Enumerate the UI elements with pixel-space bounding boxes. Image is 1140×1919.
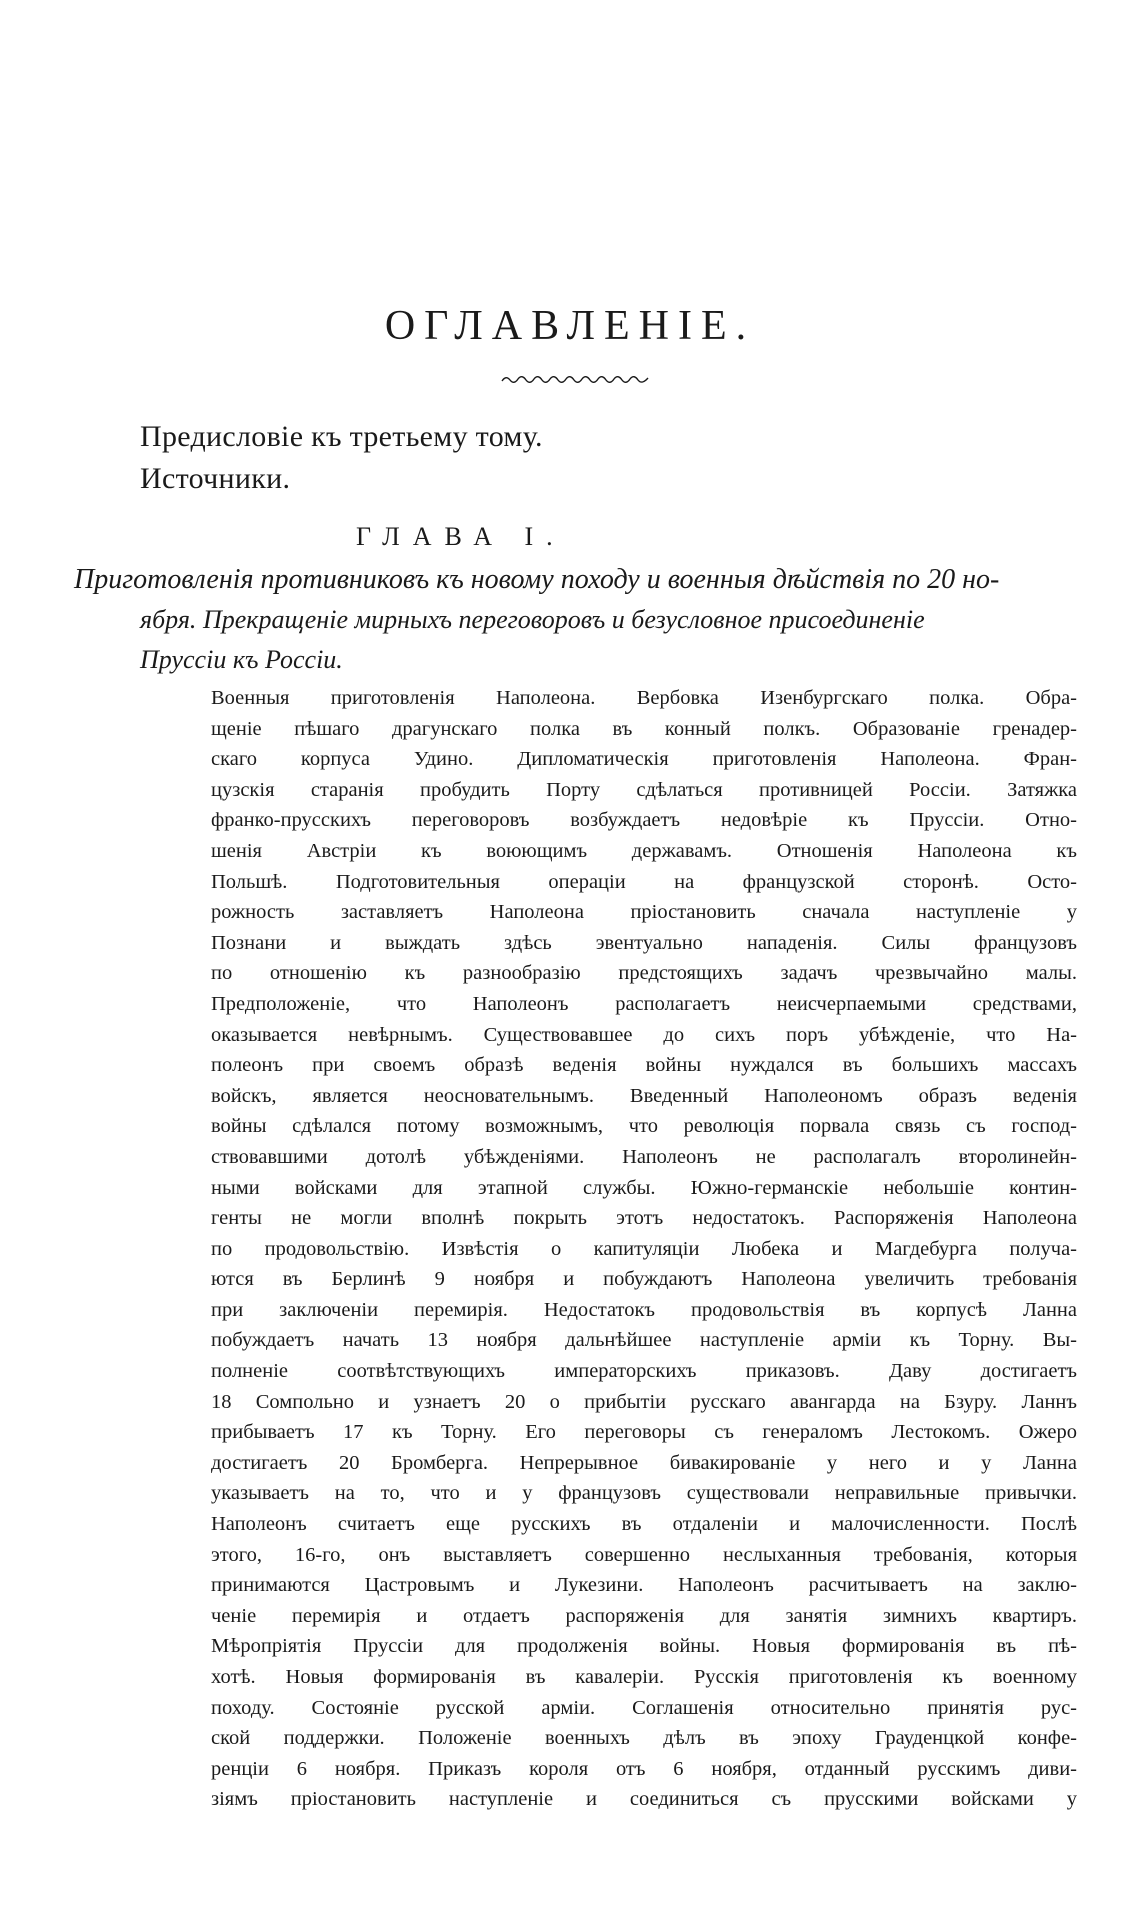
toc-entry-preface: Предисловіе къ третьему тому. <box>140 420 543 453</box>
summary-line: Военныя приготовленія Наполеона. Вербовка Изенбургскаго полка. Обра- <box>211 687 1077 709</box>
summary-line: войскъ, является неосновательнымъ. Введенный Наполеономъ образъ веденія <box>211 1084 1077 1107</box>
summary-line: войны сдѣлался потому возможнымъ, что революція порвала связь съ господ- <box>211 1115 1077 1138</box>
summary-line: франко-прусскихъ переговоровъ возбуждаетъ недовѣріе къ Пруссіи. Отно- <box>211 809 1077 832</box>
summary-line: по отношенію къ разнообразію предстоящихъ задачъ чрезвычайно малы. <box>211 962 1077 985</box>
summary-line: побуждаетъ начать 13 ноября дальнѣйшее наступленіе арміи къ Торну. Вы- <box>211 1329 1077 1352</box>
chapter-title-line: ября. Прекращеніе мирныхъ переговоровъ и безусловное присоединеніе <box>140 605 925 634</box>
chapter-title-line: Приготовленія противниковъ къ новому походу и военныя дѣйствія по 20 но- <box>74 564 1000 595</box>
summary-line: оказывается невѣрнымъ. Существовавшее до сихъ поръ убѣжденіе, что На- <box>211 1023 1077 1046</box>
summary-line: ской поддержки. Положеніе военныхъ дѣлъ въ эпоху Грауденцкой конфе- <box>211 1727 1077 1750</box>
summary-line: указываетъ на то, что и у французовъ существовали неправильные привычки. <box>211 1482 1077 1505</box>
chapter-label: ГЛАВА I. <box>356 522 566 551</box>
summary-line: ствовавшими дотолѣ убѣжденіями. Наполеонъ не располагалъ второлинейн- <box>211 1145 1077 1168</box>
summary-line: ными войсками для этапной службы. Южно-германскіе небольшіе контин- <box>211 1176 1077 1199</box>
summary-line: генты не могли вполнѣ покрыть этотъ недостатокъ. Распоряженія Наполеона <box>211 1207 1077 1230</box>
chapter-summary <box>211 683 1077 1815</box>
summary-line: ренціи 6 ноября. Приказъ короля отъ 6 ноября, отданный русскимъ диви- <box>211 1757 1077 1780</box>
summary-line: щеніе пѣшаго драгунскаго полка въ конный полкъ. Образованіе гренадер- <box>211 717 1077 740</box>
title-flourish-ornament <box>500 372 650 386</box>
summary-line: Мѣропріятія Пруссіи для продолженія войны. Новыя формированія въ пѣ- <box>211 1635 1077 1658</box>
flourish-wave <box>502 377 648 383</box>
chapter-title <box>74 560 1074 680</box>
summary-line: ются въ Берлинѣ 9 ноября и побуждаютъ Наполеона увеличить требованія <box>211 1268 1077 1291</box>
summary-line: по продовольствію. Извѣстія о капитуляціи Любека и Магдебурга получа- <box>211 1237 1077 1260</box>
summary-line: Познани и выждать здѣсь эвентуально нападенія. Силы французовъ <box>211 931 1077 954</box>
summary-line: рожность заставляетъ Наполеона пріостановить сначала наступленіе у <box>211 901 1077 924</box>
summary-line: зіямъ пріостановить наступленіе и соединиться съ прусскими войсками у <box>211 1788 1077 1811</box>
summary-line: при заключеніи перемирія. Недостатокъ продовольствія въ корпусѣ Ланна <box>211 1298 1077 1321</box>
summary-line: полненіе соотвѣтствующихъ императорскихъ приказовъ. Даву достигаетъ <box>211 1360 1077 1383</box>
summary-line: прибываетъ 17 къ Торну. Его переговоры съ генераломъ Лестокомъ. Ожеро <box>211 1421 1077 1444</box>
summary-line: Наполеонъ считаетъ еще русскихъ въ отдаленіи и малочисленности. Послѣ <box>211 1513 1077 1536</box>
summary-line: 18 Сомпольно и узнаетъ 20 о прибытіи русскаго авангарда на Бзуру. Ланнъ <box>211 1390 1077 1413</box>
summary-line: ченіе перемирія и отдаетъ распоряженія для занятія зимнихъ квартиръ. <box>211 1604 1077 1627</box>
summary-line: принимаются Цастровымъ и Лукезини. Наполеонъ расчитываетъ на заклю- <box>211 1574 1077 1597</box>
summary-line: походу. Состояніе русской арміи. Соглашенія относительно принятія рус- <box>211 1696 1077 1719</box>
chapter-title-line: Пруссіи къ Россіи. <box>140 645 343 674</box>
page-title: ОГЛАВЛЕНІЕ. <box>384 303 756 349</box>
summary-line: полеонъ при своемъ образѣ веденія войны нуждался въ большихъ массахъ <box>211 1054 1077 1077</box>
summary-line: Предположеніе, что Наполеонъ располагаетъ неисчерпаемыми средствами, <box>211 992 1077 1015</box>
summary-line: хотѣ. Новыя формированія въ кавалеріи. Русскія приготовленія къ военному <box>211 1666 1077 1688</box>
summary-line: этого, 16-го, онъ выставляетъ совершенно неслыханныя требованія, которыя <box>211 1543 1077 1566</box>
summary-line: шенія Австріи къ воюющимъ державамъ. Отношенія Наполеона къ <box>211 839 1077 862</box>
summary-line: цузскія старанія пробудить Порту сдѣлаться противницей Россіи. Затяжка <box>211 778 1077 801</box>
summary-line: скаго корпуса Удино. Дипломатическія приготовленія Наполеона. Фран- <box>211 748 1077 771</box>
summary-line: Польшѣ. Подготовительныя операціи на французской сторонѣ. Осто- <box>211 870 1077 893</box>
toc-entry-sources: Источники. <box>140 462 291 495</box>
summary-line: достигаетъ 20 Бромберга. Непрерывное бивакированіе у него и у Ланна <box>211 1451 1077 1474</box>
